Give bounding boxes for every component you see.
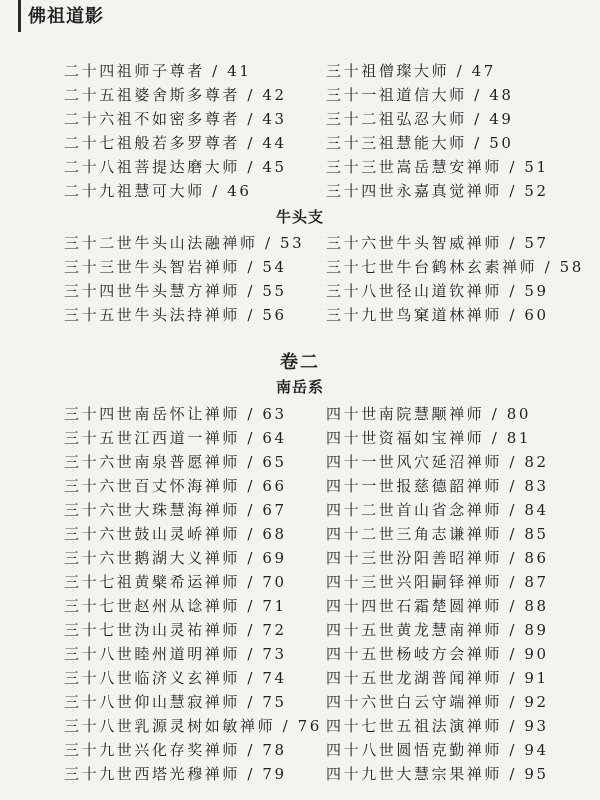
toc-entry[interactable]: 四十四世石霜楚圆禅师 / 88: [326, 597, 549, 615]
toc-entry[interactable]: 三十五世江西道一禅师 / 64: [64, 429, 287, 447]
toc-entry[interactable]: 三十六世鼓山灵峤禅师 / 68: [64, 525, 287, 543]
toc-entry[interactable]: 四十八世圆悟克勤禅师 / 94: [326, 741, 549, 759]
page-header: [0, 0, 600, 34]
toc-entry[interactable]: 四十五世杨岐方会禅师 / 90: [326, 645, 549, 663]
toc-entry[interactable]: 三十二祖弘忍大师 / 49: [326, 110, 514, 128]
toc-entry[interactable]: 三十六世南泉普愿禅师 / 65: [64, 453, 287, 471]
toc-entry[interactable]: 三十九世兴化存奖禅师 / 78: [64, 741, 287, 759]
toc-entry[interactable]: 三十六世百丈怀海禅师 / 66: [64, 477, 287, 495]
toc-entry[interactable]: 三十六世牛头智威禅师 / 57: [326, 234, 549, 252]
toc-entry[interactable]: 三十八世临济义玄禅师 / 74: [64, 669, 287, 687]
toc-entry[interactable]: 三十四世永嘉真觉禅师 / 52: [326, 182, 549, 200]
toc-entry[interactable]: 二十九祖慧可大师 / 46: [64, 182, 252, 200]
book-title: 佛祖道影: [28, 6, 104, 27]
toc-entry[interactable]: 三十祖僧璨大师 / 47: [326, 62, 496, 80]
toc-entry[interactable]: 三十八世乳源灵树如敏禅师 / 76: [64, 717, 322, 735]
toc-entry[interactable]: 二十六祖不如密多尊者 / 43: [64, 110, 287, 128]
toc-entry[interactable]: 三十三祖慧能大师 / 50: [326, 134, 514, 152]
toc-entry[interactable]: 三十二世牛头山法融禅师 / 53: [64, 234, 305, 252]
toc-entry[interactable]: 三十八世仰山慧寂禅师 / 75: [64, 693, 287, 711]
header-rule: [18, 0, 21, 32]
section-heading-nanyue: 南岳系: [275, 378, 324, 396]
toc-entry[interactable]: 三十九世西塔光穆禅师 / 79: [64, 765, 287, 783]
toc-entry[interactable]: 三十七世沩山灵祐禅师 / 72: [64, 621, 287, 639]
toc-entry[interactable]: 四十九世大慧宗果禅师 / 95: [326, 765, 549, 783]
toc-entry[interactable]: 四十三世汾阳善昭禅师 / 86: [326, 549, 549, 567]
toc-entry[interactable]: 三十一祖道信大师 / 48: [326, 86, 514, 104]
toc-entry[interactable]: 三十三世牛头智岩禅师 / 54: [64, 258, 287, 276]
toc-entry[interactable]: 四十五世龙湖普闻禅师 / 91: [326, 669, 549, 687]
toc-entry[interactable]: 二十八祖菩提达磨大师 / 45: [64, 158, 287, 176]
toc-entry[interactable]: 三十八世睦州道明禅师 / 73: [64, 645, 287, 663]
toc-entry[interactable]: 三十六世大珠慧海禅师 / 67: [64, 501, 287, 519]
toc-entry[interactable]: 四十七世五祖法演禅师 / 93: [326, 717, 549, 735]
toc-entry[interactable]: 三十七祖黄檗希运禅师 / 70: [64, 573, 287, 591]
toc-entry[interactable]: 二十五祖婆舍斯多尊者 / 42: [64, 86, 287, 104]
toc-entry[interactable]: 三十四世牛头慧方禅师 / 55: [64, 282, 287, 300]
toc-entry[interactable]: 三十六世鹅湖大义禅师 / 69: [64, 549, 287, 567]
toc-entry[interactable]: 四十世南院慧颙禅师 / 80: [326, 405, 532, 423]
toc-entry[interactable]: 四十世资福如宝禅师 / 81: [326, 429, 532, 447]
toc-entry[interactable]: 三十七世赵州从谂禅师 / 71: [64, 597, 287, 615]
toc-entry[interactable]: 四十三世兴阳嗣铎禅师 / 87: [326, 573, 549, 591]
toc-entry[interactable]: 二十四祖师子尊者 / 41: [64, 62, 252, 80]
toc-entry[interactable]: 四十一世报慈德韶禅师 / 83: [326, 477, 549, 495]
section-heading-niutou: 牛头支: [275, 208, 324, 226]
toc-entry[interactable]: 三十九世鸟窠道林禅师 / 60: [326, 306, 549, 324]
toc-entry[interactable]: 四十五世黄龙慧南禅师 / 89: [326, 621, 549, 639]
toc-entry[interactable]: 四十二世首山省念禅师 / 84: [326, 501, 549, 519]
toc-entry[interactable]: 四十二世三角志谦禅师 / 85: [326, 525, 549, 543]
toc-entry[interactable]: 三十七世牛台鹤林玄素禅师 / 58: [326, 258, 584, 276]
toc-entry[interactable]: 四十一世风穴延沼禅师 / 82: [326, 453, 549, 471]
volume-title: 卷二: [280, 352, 320, 373]
toc-entry[interactable]: 三十五世牛头法持禅师 / 56: [64, 306, 287, 324]
toc-entry[interactable]: 三十四世南岳怀让禅师 / 63: [64, 405, 287, 423]
toc-entry[interactable]: 四十六世白云守端禅师 / 92: [326, 693, 549, 711]
toc-entry[interactable]: 三十八世径山道钦禅师 / 59: [326, 282, 549, 300]
toc-entry[interactable]: 三十三世嵩岳慧安禅师 / 51: [326, 158, 549, 176]
toc-entry[interactable]: 二十七祖般若多罗尊者 / 44: [64, 134, 287, 152]
